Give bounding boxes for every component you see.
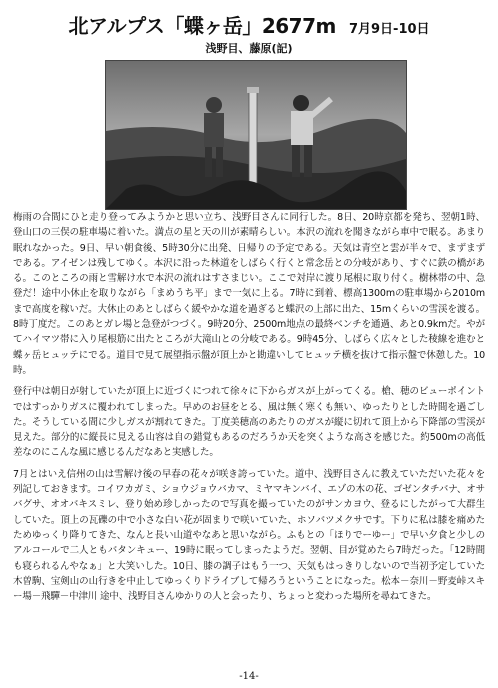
page-number: -14- xyxy=(239,671,259,682)
article-authors: 浅野目、藤原(記) xyxy=(205,42,293,55)
summit-photo xyxy=(105,60,407,210)
article-header xyxy=(0,10,498,40)
article-body xyxy=(13,210,485,610)
paragraph-flowers: 7月とはいえ信州の山は雪解け後の早春の花々が咲き誇っていた。道中、浅野目さんに教えていただいた花々を列記しておきます。コイワカガミ、ショウジョウバカマ、ミヤマキンバイ、エゾの木の花、ゴゼンタチバナ、オサバグサ、オオバキスミレ、登り始め珍しかったので写真を撮っていたのがサンカヨウ、登るにしたがって大群生していた。頂上の瓦礫の中で小さな白い花が固まりで咲いていた、ホソバツメクサです。下りに私は膝を痛めたためゆっくり降りてきた、なんと長い山道やなあと思いながら。ふもとの「ほりでーゆー」で早い夕食と少しのアルコールで二人ともバタンキュー、19時に眠ってしまったようだ。翌朝、目が覚めたら7時だった。「12時間も寝られるんやなぁ」と大笑いした。10日、膝の調子はもう一つ、天気もはっきりしないので当初予定していた木曽駒、宝剣山の山行きを中止してゆっくりドライブして帰ろうということになった。松本－奈川－野麦峠スキー場－飛驒－中津川 途中、浅野目さんゆかりの人と会ったり、ちょっと変わった場所を尋ねてきた。 xyxy=(13,468,485,603)
paragraph-ascent: 梅雨の合間にひと走り登ってみようかと思い立ち、浅野目さんに同行した。8日、20時京都を発ち、翌朝1時、登山口の三俣の駐車場に着いた。満点の星と天の川が素晴らしい。本沢の流れを聞きながら車中で眠る。あまり眠れなかった。9日、早い朝食後、5時30分に出発、日帰りの予定である。天気は青空と雲が半々で、まずまずである。アイゼンは残してゆく。本沢に沿った林道をしばらく行くと常念岳との分岐があり、すぐに鉄の橋がある。このところの雨と雪解け水で本沢の流れはすさまじい。ここで対岸に渡り尾根に取り付く。樹林帯の中、急登だ！途中小休止を取りながら「まめうち平」まで一気に上る。7時に到着、標高1300mの駐車場から2010mまで高度を稼いだ。大休止のあとしばらく緩やかな道を過ぎると蝶沢の上部に出た、15mくらいの雪渓を渡る。8時丁度だ。このあとガレ場と急登がつづく。9時20分、2500m地点の最終ベンチを通過、あと0.9kmだ。やがてハイマツ帯に入り尾根筋に出たところが大滝山との分岐である。9時45分、しばらく広々とした稜線を進むと蝶ヶ岳ヒュッテにでる。道目で見て展望指示盤が頂上かと勘違いしてヒュッテ横を抜けて指示盤で休憩した。10時。 xyxy=(13,212,485,376)
trip-date: 7月9日-10日 xyxy=(348,22,430,37)
summit-photo-icon xyxy=(106,61,406,209)
article-title: 北アルプス「蝶ヶ岳」2677m xyxy=(68,14,336,38)
paragraph-summit: 登行中は朝日が射していたが頂上に近づくにつれて徐々に下からガスが上がってくる。槍、穂のビューポイントではすっかりガスに覆われてしまった。早めのお昼をとる、風は無く寒くも無い、ゆったりとした時間を過ごした。そうしている間に少しガスが割れてきた。丁度美穂高のあたりのガスが縦に切れて頂上から下降部の雪渓が見えた。部分的に縦長に見える山容は自の錯覚もあるのだろうか天を突くような高さを感じた。約500mの高低差なのにこんな風に感じるんだなあと実感した。 xyxy=(13,386,485,459)
